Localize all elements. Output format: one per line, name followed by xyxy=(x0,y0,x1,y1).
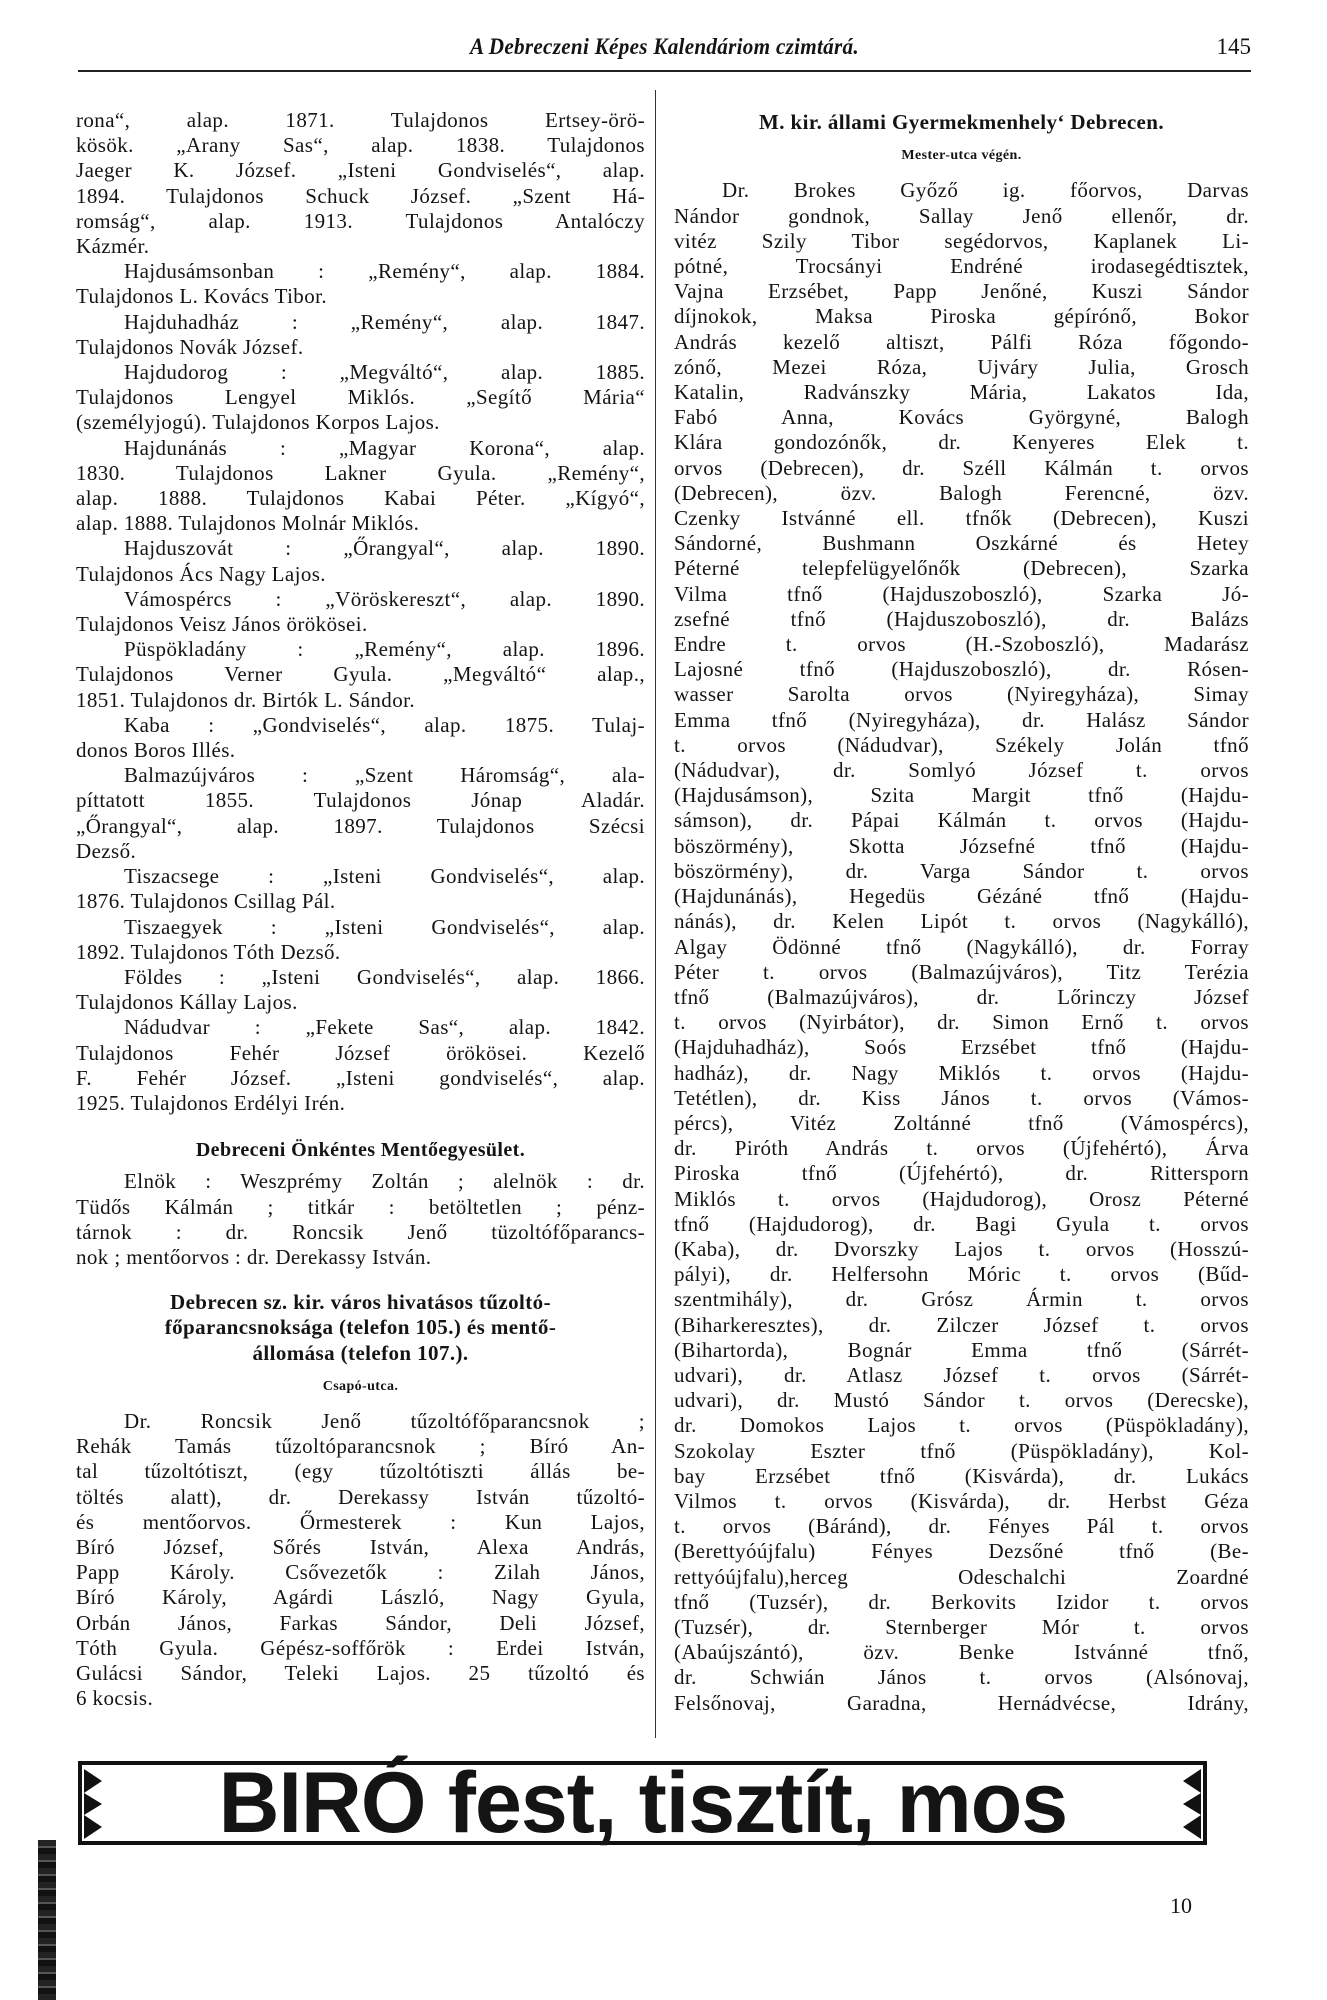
text-line: Rehák Tamás tűzoltóparancsnok ; Bíró An- xyxy=(76,1434,645,1459)
text-line: Földes : „Isteni Gondviselés“, alap. 1866. xyxy=(124,964,645,989)
text-line: Debrecen sz. kir. város hivatásos tűzoltó- xyxy=(170,1290,551,1315)
text-line: böszörmény), dr. Varga Sándor t. orvos xyxy=(674,858,1249,883)
text-line: Tulajdonos Veisz János örökösei. xyxy=(76,612,368,637)
text-line: Papp Károly. Csővezetők : Zilah János, xyxy=(76,1560,645,1585)
text-line: wasser Sarolta orvos (Nyiregyháza), Simay xyxy=(674,682,1249,707)
text-line: Tulajdonos L. Kovács Tibor. xyxy=(76,284,327,309)
text-line: Péter t. orvos (Balmazújváros), Titz Terézia xyxy=(674,959,1249,984)
text-line: Debreceni Önkéntes Mentőegyesület. xyxy=(195,1139,526,1162)
text-line: 1925. Tulajdonos Erdélyi Irén. xyxy=(76,1090,346,1115)
text-line: kösök. „Arany Sas“, alap. 1838. Tulajdonos xyxy=(76,133,645,158)
text-line: (Tuzsér), dr. Sternberger Mór t. orvos xyxy=(674,1614,1249,1639)
text-line: Dr. Roncsik Jenő tűzoltófőparancsnok ; xyxy=(124,1408,645,1433)
text-line: Endre t. orvos (H.-Szoboszló), Madarász xyxy=(674,632,1249,657)
text-line: (Abaújszántó), özv. Benke Istvánné tfnő, xyxy=(674,1640,1249,1665)
text-line: Jaeger K. József. „Isteni Gondviselés“, alap. xyxy=(76,158,645,183)
text-line: András kezelő altiszt, Pálfi Róza főgondo- xyxy=(674,329,1249,354)
text-line: Balmazújváros : „Szent Háromság“, ala- xyxy=(124,763,645,788)
paragraph xyxy=(76,965,645,1015)
paragraph xyxy=(76,915,645,965)
text-line: Hajduhadház : „Remény“, alap. 1847. xyxy=(124,309,645,334)
address-subheading xyxy=(76,1374,645,1399)
text-line: Lajosné tfnő (Hajduszoboszló), dr. Rósen- xyxy=(674,657,1249,682)
text-line: „Őrangyal“, alap. 1897. Tulajdonos Szécsi xyxy=(76,813,645,838)
text-line: donos Boros Illés. xyxy=(76,738,236,763)
running-title: A Debreczeni Képes Kalendáriom czimtárá. xyxy=(470,34,859,59)
text-line: F. Fehér József. „Isteni gondviselés“, alap. xyxy=(76,1065,645,1090)
text-line: Gulácsi Sándor, Teleki Lajos. 25 tűzoltó és xyxy=(76,1660,645,1685)
text-line: udvari), dr. Atlasz József t. orvos (Sárrét- xyxy=(674,1362,1249,1387)
text-line: Katalin, Radvánszky Mária, Lakatos Ida, xyxy=(674,380,1249,405)
paragraph xyxy=(76,763,645,864)
text-line: M. kir. állami Gyermekmenhely‘ Debrecen. xyxy=(758,110,1164,134)
text-line: 1876. Tulajdonos Csillag Pál. xyxy=(76,889,336,914)
text-line: pályi), dr. Helfersohn Móric t. orvos (Bűd- xyxy=(674,1262,1249,1287)
text-line: tárnok : dr. Roncsik Jenő tüzoltófőparancs- xyxy=(76,1219,645,1244)
paragraph xyxy=(76,864,645,914)
text-line: főparancsnoksága (telefon 105.) és mentő- xyxy=(164,1315,557,1340)
text-line: orvos (Debrecen), dr. Széll Kálmán t. orvos xyxy=(674,455,1249,480)
text-line: píttatott 1855. Tulajdonos Jónap Aladár. xyxy=(76,788,645,813)
text-line: (Hajdunánás), Hegedüs Gézáné tfnő (Hajdu- xyxy=(674,884,1249,909)
text-line: böszörmény), Skotta Józsefné tfnő (Hajdu- xyxy=(674,833,1249,858)
text-line: Tulajdonos Lengyel Miklós. „Segítő Mária“ xyxy=(76,385,645,410)
text-line: Tulajdonos Kállay Lajos. xyxy=(76,990,298,1015)
text-line: Nádudvar : „Fekete Sas“, alap. 1842. xyxy=(124,1015,645,1040)
text-line: Miklós t. orvos (Hajdudorog), Orosz Péterné xyxy=(674,1186,1249,1211)
text-line: Kaba : „Gondviselés“, alap. 1875. Tulaj- xyxy=(124,712,645,737)
text-line: Tulajdonos Verner Gyula. „Megváltó“ alap., xyxy=(76,662,645,687)
text-line: Tiszaegyek : „Isteni Gondviselés“, alap. xyxy=(124,914,645,939)
text-line: 1830. Tulajdonos Lakner Gyula. „Remény“, xyxy=(76,460,645,485)
section-heading xyxy=(674,110,1249,135)
text-line: Tulajdonos Novák József. xyxy=(76,334,304,359)
text-line: Algay Ödönné tfnő (Nagykálló), dr. Forray xyxy=(674,934,1249,959)
text-line: Emma tfnő (Nyiregyháza), dr. Halász Sándor xyxy=(674,707,1249,732)
text-line: Hajduszovát : „Őrangyal“, alap. 1890. xyxy=(124,536,645,561)
text-line: és mentőorvos. Őrmesterek : Kun Lajos, xyxy=(76,1509,645,1534)
text-line: dr. Domokos Lajos t. orvos (Püspökladány), xyxy=(674,1413,1249,1438)
text-line: töltés alatt), dr. Derekassy István tűzoltó- xyxy=(76,1484,645,1509)
paragraph xyxy=(76,1409,645,1711)
text-line: díjnokok, Maksa Piroska gépírónő, Bokor xyxy=(674,304,1249,329)
text-line: dr. Schwián János t. orvos (Alsónovaj, xyxy=(674,1665,1249,1690)
text-line: Vámospércs : „Vöröskereszt“, alap. 1890. xyxy=(124,586,645,611)
text-line: Hajdunánás : „Magyar Korona“, alap. xyxy=(124,435,645,460)
paragraph xyxy=(76,536,645,586)
text-line: t. orvos (Báránd), dr. Fényes Pál t. orvos xyxy=(674,1514,1249,1539)
scan-edge-artifact xyxy=(38,1840,56,2000)
text-line: zónő, Mezei Róza, Ujváry Julia, Grosch xyxy=(674,354,1249,379)
text-line: Elnök : Weszprémy Zoltán ; alelnök : dr. xyxy=(124,1169,645,1194)
signature-mark: 10 xyxy=(1170,1893,1192,1918)
text-line: Felsőnovaj, Garadna, Hernádvécse, Idrány, xyxy=(674,1690,1249,1715)
text-line: Péterné telepfelügyelőnők (Debrecen), Szarka xyxy=(674,556,1249,581)
text-line: 1892. Tulajdonos Tóth Dezső. xyxy=(76,939,341,964)
section-heading xyxy=(76,1290,645,1366)
text-line: alap. 1888. Tulajdonos Kabai Péter. „Kígyó“, xyxy=(76,486,645,511)
text-line: 1894. Tulajdonos Schuck József. „Szent Há- xyxy=(76,183,645,208)
text-line: t. orvos (Nádudvar), Székely Jolán tfnő xyxy=(674,732,1249,757)
text-line: Fabó Anna, Kovács Györgyné, Balogh xyxy=(674,405,1249,430)
paragraph xyxy=(76,1169,645,1270)
text-line: alap. 1888. Tulajdonos Molnár Miklós. xyxy=(76,511,420,536)
text-line: Vajna Erzsébet, Papp Jenőné, Kuszi Sándor xyxy=(674,279,1249,304)
text-line: hadház), dr. Nagy Miklós t. orvos (Hajdu- xyxy=(674,1060,1249,1085)
text-line: Bíró Károly, Agárdi László, Nagy Gyula, xyxy=(76,1585,645,1610)
text-line: udvari), dr. Mustó Sándor t. orvos (Derecske), xyxy=(674,1388,1249,1413)
advertisement-text: BIRÓ fest, tisztít, mos xyxy=(218,1755,1067,1851)
zigzag-ornament-left-icon xyxy=(84,1769,102,1839)
paragraph xyxy=(76,436,645,537)
text-line: bay Erzsébet tfnő (Kisvárda), dr. Lukács xyxy=(674,1463,1249,1488)
column-divider xyxy=(655,90,656,1738)
text-line: Szokolay Eszter tfnő (Püspökladány), Kol- xyxy=(674,1438,1249,1463)
text-line: (Berettyóújfalu) Fényes Dezsőné tfnő (Be- xyxy=(674,1539,1249,1564)
paragraph xyxy=(76,259,645,309)
text-line: Sándorné, Bushmann Oszkárné és Hetey xyxy=(674,531,1249,556)
text-line: (Biharkeresztes), dr. Zilczer József t. orvos xyxy=(674,1312,1249,1337)
text-line: tfnő (Hajdudorog), dr. Bagi Gyula t. orvos xyxy=(674,1211,1249,1236)
text-line: tfnő (Tuzsér), dr. Berkovits Izidor t. orvos xyxy=(674,1589,1249,1614)
text-line: Tulajdonos Fehér József örökösei. Kezelő xyxy=(76,1040,645,1065)
text-line: állomása (telefon 107.). xyxy=(252,1340,469,1365)
text-line: Kázmér. xyxy=(76,234,150,259)
text-line: Mester-utca végén. xyxy=(901,148,1022,164)
text-line: pércs), Vitéz Zoltánné tfnő (Vámospércs), xyxy=(674,1110,1249,1135)
text-line: Tüdős Kálmán ; titkár : betöltetlen ; pénz- xyxy=(76,1194,645,1219)
text-line: dr. Piróth András t. orvos (Újfehértó), Árva xyxy=(674,1136,1249,1161)
paragraph xyxy=(76,108,645,259)
text-line: (Debrecen), özv. Balogh Ferencné, özv. xyxy=(674,480,1249,505)
paragraph xyxy=(76,713,645,763)
paragraph xyxy=(674,178,1249,1715)
text-line: tfnő (Balmazújváros), dr. Lőrinczy József xyxy=(674,984,1249,1009)
text-line: t. orvos (Nyirbátor), dr. Simon Ernő t. orvos xyxy=(674,1010,1249,1035)
text-line: (Nádudvar), dr. Somlyó József t. orvos xyxy=(674,758,1249,783)
text-line: Tetétlen), dr. Kiss János t. orvos (Vámos- xyxy=(674,1085,1249,1110)
paragraph xyxy=(76,1015,645,1116)
text-line: Csapó-utca. xyxy=(322,1378,399,1394)
text-line: nok ; mentőorvos : dr. Derekassy István. xyxy=(76,1244,432,1269)
text-line: Bíró József, Sőrés István, Alexa András, xyxy=(76,1534,645,1559)
text-line: romság“, alap. 1913. Tulajdonos Antalóczy xyxy=(76,208,645,233)
text-line: Püspökladány : „Remény“, alap. 1896. xyxy=(124,637,645,662)
text-line: Hajdudorog : „Megváltó“, alap. 1885. xyxy=(124,360,645,385)
running-header xyxy=(78,30,1251,72)
text-line: Nándor gondnok, Sallay Jenő ellenőr, dr. xyxy=(674,203,1249,228)
text-line: Tiszacsege : „Isteni Gondviselés“, alap. xyxy=(124,864,645,889)
zigzag-ornament-right-icon xyxy=(1183,1769,1201,1839)
text-line: 1851. Tulajdonos dr. Birtók L. Sándor. xyxy=(76,687,415,712)
text-line: vitéz Szily Tibor segédorvos, Kaplanek Li- xyxy=(674,228,1249,253)
left-column xyxy=(76,108,645,1711)
text-line: rettyóújfalu),herceg Odeschalchi Zoardné xyxy=(674,1564,1249,1589)
text-line: Hajdusámsonban : „Remény“, alap. 1884. xyxy=(124,259,645,284)
text-line: zsefné tfnő (Hajduszoboszló), dr. Balázs xyxy=(674,606,1249,631)
paragraph xyxy=(76,587,645,637)
text-line: (személyjogú). Tulajdonos Korpos Lajos. xyxy=(76,410,440,435)
text-line: Tóth Gyula. Gépész-soffőrök : Erdei István, xyxy=(76,1635,645,1660)
text-line: Vilma tfnő (Hajduszoboszló), Szarka Jó- xyxy=(674,581,1249,606)
address-subheading xyxy=(674,143,1249,168)
text-line: (Hajdusámson), Szita Margit tfnő (Hajdu- xyxy=(674,783,1249,808)
text-line: rona“, alap. 1871. Tulajdonos Ertsey-örö- xyxy=(76,108,645,132)
right-column xyxy=(674,110,1249,1716)
advertisement-banner xyxy=(78,1755,1207,1851)
text-line: Czenky Istvánné ell. tfnők (Debrecen), Kuszi xyxy=(674,506,1249,531)
text-line: Klára gondozónők, dr. Kenyeres Elek t. xyxy=(674,430,1249,455)
text-line: (Kaba), dr. Dvorszky Lajos t. orvos (Hosszú- xyxy=(674,1236,1249,1261)
text-line: (Bihartorda), Bognár Emma tfnő (Sárrét- xyxy=(674,1337,1249,1362)
page-number: 145 xyxy=(1216,34,1251,59)
text-line: Tulajdonos Ács Nagy Lajos. xyxy=(76,561,326,586)
text-line: Orbán János, Farkas Sándor, Deli József, xyxy=(76,1610,645,1635)
text-line: pótné, Trocsányi Endréné irodasegédtisztek, xyxy=(674,254,1249,279)
section-heading xyxy=(76,1138,645,1163)
text-line: Piroska tfnő (Újfehértó), dr. Rittersporn xyxy=(674,1161,1249,1186)
text-line: Dezső. xyxy=(76,838,137,863)
text-line: nánás), dr. Kelen Lipót t. orvos (Nagykálló), xyxy=(674,909,1249,934)
text-line: Vilmos t. orvos (Kisvárda), dr. Herbst Géza xyxy=(674,1488,1249,1513)
text-line: szentmihály), dr. Grósz Ármin t. orvos xyxy=(674,1287,1249,1312)
text-line: Dr. Brokes Győző ig. főorvos, Darvas xyxy=(722,178,1249,203)
text-line: tal tűzoltótiszt, (egy tűzoltótiszti állás be- xyxy=(76,1459,645,1484)
paragraph xyxy=(76,360,645,436)
text-line: sámson), dr. Pápai Kálmán t. orvos (Hajdu- xyxy=(674,808,1249,833)
text-line: 6 kocsis. xyxy=(76,1686,154,1711)
paragraph xyxy=(76,310,645,360)
paragraph xyxy=(76,637,645,713)
text-line: (Hajduhadház), Soós Erzsébet tfnő (Hajdu- xyxy=(674,1035,1249,1060)
